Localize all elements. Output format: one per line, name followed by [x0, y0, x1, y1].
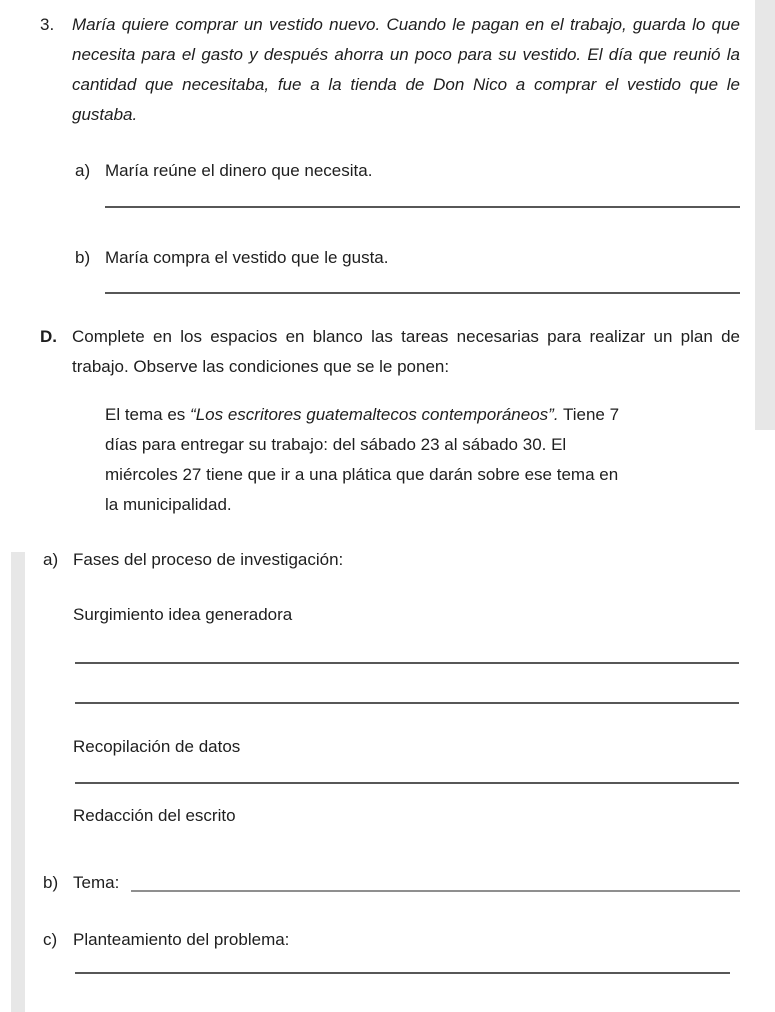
exercise-3-prompt: María quiere comprar un vestido nuevo. Cuando le pagan en el trabajo, guarda lo que necesita para el gasto y después ahorra un poco para su vestido. El día que reunió la cantidad que necesitaba, fue a la tienda de Don Nico a comprar el vestido que le gustaba. — [72, 15, 740, 124]
page-edge-stripe-right — [755, 0, 775, 430]
exercise-d-item-c — [43, 925, 743, 955]
item-a2-label: Fases del proceso de investigación: — [73, 550, 344, 569]
phase-label-redaccion-escrito: Redacción del escrito — [73, 806, 236, 825]
exercise-3-item-a — [75, 156, 740, 186]
exercise-3 — [40, 10, 740, 130]
item-c2-marker: c) — [43, 930, 58, 949]
item-b-text: María compra el vestido que le gusta. — [105, 248, 389, 267]
answer-blank-idea-1 — [75, 662, 739, 664]
phase-label-recopilacion-datos: Recopilación de datos — [73, 737, 241, 756]
item-a-marker: a) — [75, 161, 91, 180]
exercise-3-item-b — [75, 243, 740, 273]
item-b2-label: Tema: — [73, 873, 120, 892]
answer-blank-tema — [131, 868, 740, 892]
exercise-d — [40, 322, 740, 382]
item-b-marker: b) — [75, 248, 91, 267]
exercise-d-item-b — [43, 868, 740, 898]
answer-blank-idea-2 — [75, 702, 739, 704]
scenario-prefix: El tema es — [105, 405, 191, 424]
answer-blank-problema — [75, 972, 730, 974]
phase-label-idea-generadora: Surgimiento idea generadora — [73, 605, 293, 624]
scenario-quoted-title: “Los escritores guatemaltecos contemporáneos”. — [190, 405, 559, 424]
answer-blank-3b — [105, 292, 740, 294]
item-b2-marker: b) — [43, 873, 59, 892]
exercise-d-letter: D. — [40, 327, 57, 346]
item-a2-marker: a) — [43, 550, 59, 569]
answer-blank-3a — [105, 206, 740, 208]
page-edge-stripe-left — [11, 552, 25, 1012]
exercise-d-prompt: Complete en los espacios en blanco las tareas necesarias para realizar un plan de trabajo. Observe las condiciones que se le ponen: — [72, 327, 740, 376]
exercise-d-scenario — [105, 400, 627, 520]
item-c2-label: Planteamiento del problema: — [73, 930, 290, 949]
answer-blank-datos — [75, 782, 739, 784]
exercise-d-item-a — [43, 545, 743, 575]
scenario-rest: Tiene 7 días para entregar su trabajo: del sábado 23 al sábado 30. El miércoles 27 tiene que ir a una plática que darán sobre ese tema en la municipalidad. — [105, 405, 620, 514]
item-a-text: María reúne el dinero que necesita. — [105, 161, 373, 180]
exercise-3-number: 3. — [40, 15, 55, 34]
